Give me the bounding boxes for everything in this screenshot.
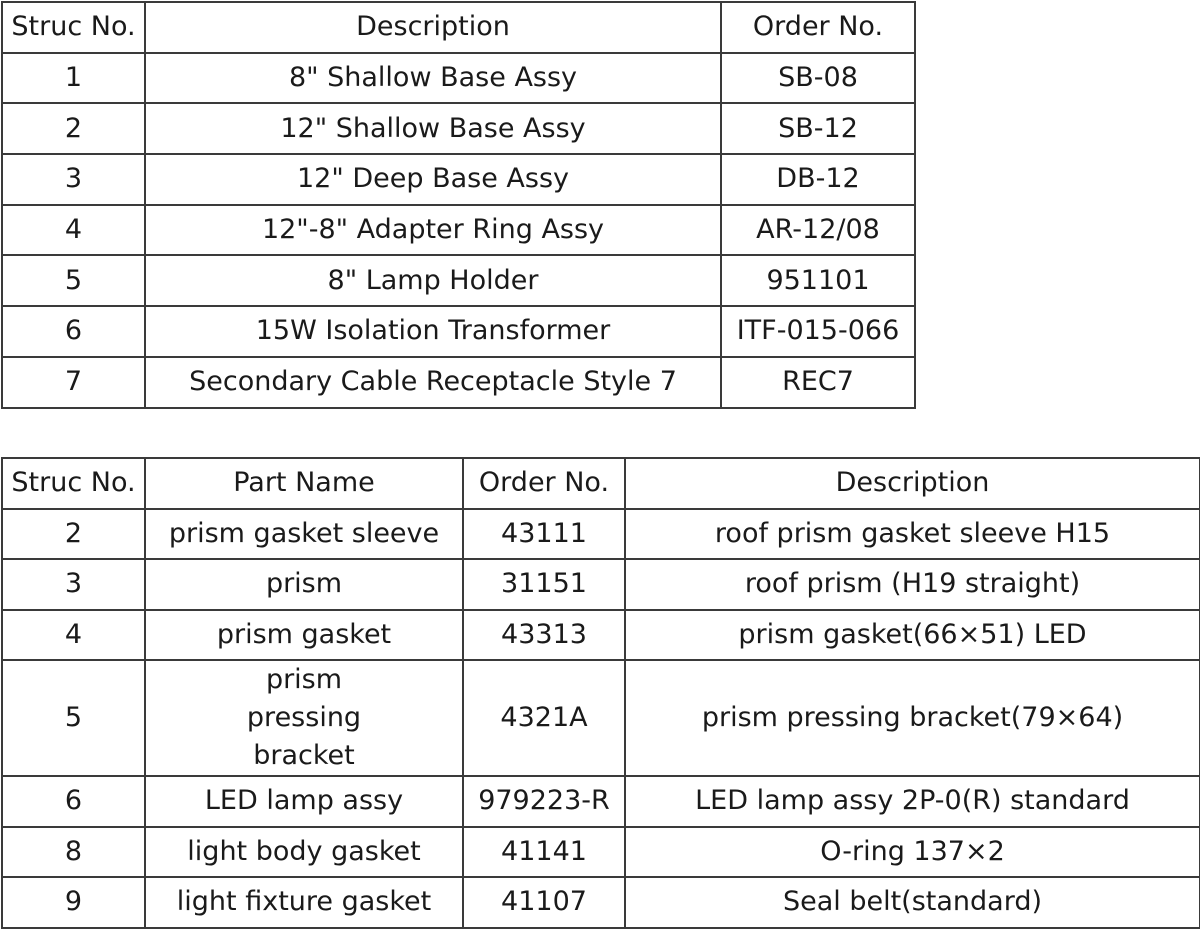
struc-no-cell: 5 — [2, 255, 145, 306]
header-part-name: Part Name — [145, 458, 463, 509]
table-row — [2, 306, 915, 357]
order-no-cell: 41107 — [463, 877, 625, 928]
description-cell: O-ring 137×2 — [625, 827, 1200, 878]
table-row — [2, 53, 915, 104]
table-row — [2, 154, 915, 205]
part-name-cell: prism gasket — [145, 610, 463, 661]
table-row — [2, 610, 1200, 661]
header-order-no: Order No. — [721, 2, 915, 53]
description-cell: 8" Shallow Base Assy — [145, 53, 721, 104]
order-no-cell: DB-12 — [721, 154, 915, 205]
base-parts-table — [1, 1, 916, 409]
struc-no-cell: 7 — [2, 357, 145, 408]
struc-no-cell: 9 — [2, 877, 145, 928]
description-cell: roof prism gasket sleeve H15 — [625, 509, 1200, 560]
order-no-cell: 41141 — [463, 827, 625, 878]
struc-no-cell: 2 — [2, 103, 145, 154]
part-name-cell: light body gasket — [145, 827, 463, 878]
table-row — [2, 255, 915, 306]
header-description: Description — [145, 2, 721, 53]
description-cell: 12"-8" Adapter Ring Assy — [145, 205, 721, 256]
struc-no-cell: 5 — [2, 660, 145, 776]
part-name-cell: LED lamp assy — [145, 776, 463, 827]
description-cell: Seal belt(standard) — [625, 877, 1200, 928]
table-row — [2, 877, 1200, 928]
description-cell: prism pressing bracket(79×64) — [625, 660, 1200, 776]
description-cell: LED lamp assy 2P-0(R) standard — [625, 776, 1200, 827]
part-name-cell: prism pressing bracket — [145, 660, 463, 776]
order-no-cell: SB-08 — [721, 53, 915, 104]
table-row — [2, 660, 1200, 776]
table-row — [2, 103, 915, 154]
struc-no-cell: 4 — [2, 205, 145, 256]
header-struc-no: Struc No. — [2, 2, 145, 53]
description-cell: 12" Deep Base Assy — [145, 154, 721, 205]
order-no-cell: REC7 — [721, 357, 915, 408]
header-order-no: Order No. — [463, 458, 625, 509]
table-row — [2, 776, 1200, 827]
struc-no-cell: 6 — [2, 776, 145, 827]
struc-no-cell: 8 — [2, 827, 145, 878]
header-description: Description — [625, 458, 1200, 509]
lamp-parts-table — [1, 457, 1200, 929]
order-no-cell: 31151 — [463, 559, 625, 610]
order-no-cell: 43313 — [463, 610, 625, 661]
struc-no-cell: 6 — [2, 306, 145, 357]
table-row — [2, 559, 1200, 610]
order-no-cell: SB-12 — [721, 103, 915, 154]
order-no-cell: 951101 — [721, 255, 915, 306]
table-row — [2, 205, 915, 256]
part-name-cell: prism — [145, 559, 463, 610]
description-cell: Secondary Cable Receptacle Style 7 — [145, 357, 721, 408]
table-row — [2, 357, 915, 408]
header-struc-no: Struc No. — [2, 458, 145, 509]
order-no-cell: 4321A — [463, 660, 625, 776]
order-no-cell: ITF-015-066 — [721, 306, 915, 357]
table-row — [2, 509, 1200, 560]
table-header-row — [2, 2, 915, 53]
description-cell: roof prism (H19 straight) — [625, 559, 1200, 610]
order-no-cell: AR-12/08 — [721, 205, 915, 256]
struc-no-cell: 4 — [2, 610, 145, 661]
struc-no-cell: 3 — [2, 559, 145, 610]
description-cell: 8" Lamp Holder — [145, 255, 721, 306]
order-no-cell: 43111 — [463, 509, 625, 560]
struc-no-cell: 3 — [2, 154, 145, 205]
struc-no-cell: 2 — [2, 509, 145, 560]
description-cell: 12" Shallow Base Assy — [145, 103, 721, 154]
description-cell: prism gasket(66×51) LED — [625, 610, 1200, 661]
part-name-cell: light fixture gasket — [145, 877, 463, 928]
table-header-row — [2, 458, 1200, 509]
order-no-cell: 979223-R — [463, 776, 625, 827]
struc-no-cell: 1 — [2, 53, 145, 104]
table-row — [2, 827, 1200, 878]
description-cell: 15W Isolation Transformer — [145, 306, 721, 357]
part-name-cell: prism gasket sleeve — [145, 509, 463, 560]
